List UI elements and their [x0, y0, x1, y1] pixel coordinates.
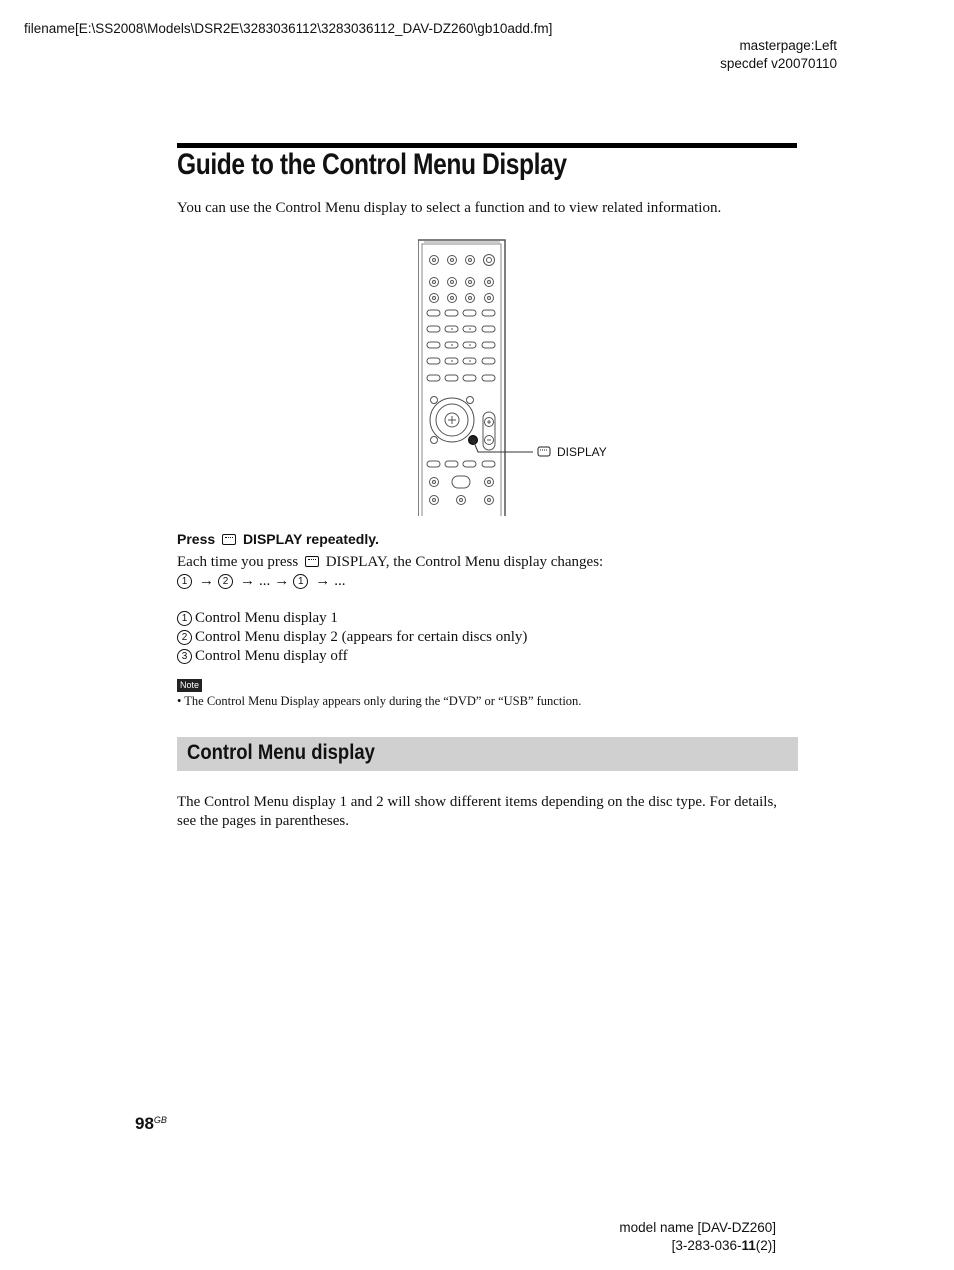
round-buttons-row-3 — [430, 294, 494, 303]
footer-model-name: model name [DAV-DZ260] — [619, 1220, 776, 1235]
page-title: Guide to the Control Menu Display — [177, 148, 567, 181]
note-text: • The Control Menu Display appears only during the “DVD” or “USB” function. — [177, 694, 582, 708]
intro-paragraph: You can use the Control Menu display to select a function and to view related information. — [177, 200, 722, 216]
item-number: 3 — [177, 649, 192, 664]
part-prefix: [3-283-036- — [671, 1238, 742, 1253]
lower-buttons — [427, 461, 495, 505]
press-description — [177, 553, 603, 572]
remote-control-illustration — [418, 238, 618, 518]
item-number: 1 — [177, 611, 192, 626]
press-rest: DISPLAY repeatedly. — [242, 531, 379, 547]
part-bold: 11 — [741, 1238, 756, 1253]
callout-leader — [473, 440, 533, 452]
header-masterpage: masterpage:Left — [739, 38, 837, 53]
header-filename: filename[E:\SS2008\Models\DSR2E\3283036112\3283036112_DAV-DZ260\gb10add.fm] — [24, 21, 553, 36]
display-button-icon — [538, 447, 550, 456]
display-sequence — [177, 572, 346, 591]
page-number-suffix: GB — [153, 1115, 167, 1125]
pill-buttons — [427, 310, 495, 381]
press-instruction-heading — [177, 531, 379, 547]
remote-body — [418, 240, 505, 516]
arrow-icon: → — [315, 573, 331, 589]
note-badge: Note — [177, 679, 202, 692]
arrow-icon: → — [199, 573, 214, 589]
item-text: Control Menu display 1 — [195, 610, 338, 626]
display-button-icon — [305, 556, 319, 567]
sequence-step: 1 — [293, 574, 308, 589]
sequence-ellipsis: ... — [259, 573, 271, 589]
part-suffix: (2)] — [755, 1238, 776, 1253]
header-specdef: specdef v20070110 — [720, 56, 837, 71]
arrow-icon: → — [274, 573, 290, 589]
footer — [619, 1219, 776, 1255]
section-body: The Control Menu display 1 and 2 will show different items depending on the disc type. For details, see the pages in parentheses. — [177, 794, 778, 829]
section-title: Control Menu display — [187, 741, 375, 764]
footer-part-number — [619, 1237, 776, 1255]
sequence-step: 1 — [177, 574, 192, 589]
page-number — [135, 1114, 167, 1134]
page-number-value: 98 — [135, 1114, 154, 1133]
round-buttons-row-1 — [430, 255, 495, 266]
item-text: Control Menu display off — [195, 648, 348, 664]
display-button-icon — [222, 534, 236, 545]
list-item — [177, 628, 527, 647]
sequence-ellipsis: ... — [334, 573, 346, 589]
callout-label: DISPLAY — [557, 445, 607, 459]
sequence-step: 2 — [218, 574, 233, 589]
navigation-pad — [430, 397, 495, 451]
press-desc-after: DISPLAY, the Control Menu display changes: — [325, 554, 604, 570]
press-word: Press — [177, 531, 216, 547]
list-item — [177, 647, 527, 666]
arrow-icon: → — [240, 573, 255, 589]
item-text: Control Menu display 2 (appears for certain discs only) — [195, 629, 528, 645]
list-item — [177, 609, 527, 628]
round-buttons-row-2 — [430, 278, 494, 287]
header-meta — [720, 37, 837, 73]
section-header — [177, 737, 798, 771]
item-number: 2 — [177, 630, 192, 645]
press-desc-before: Each time you press — [177, 554, 299, 570]
display-mode-list — [177, 609, 527, 666]
